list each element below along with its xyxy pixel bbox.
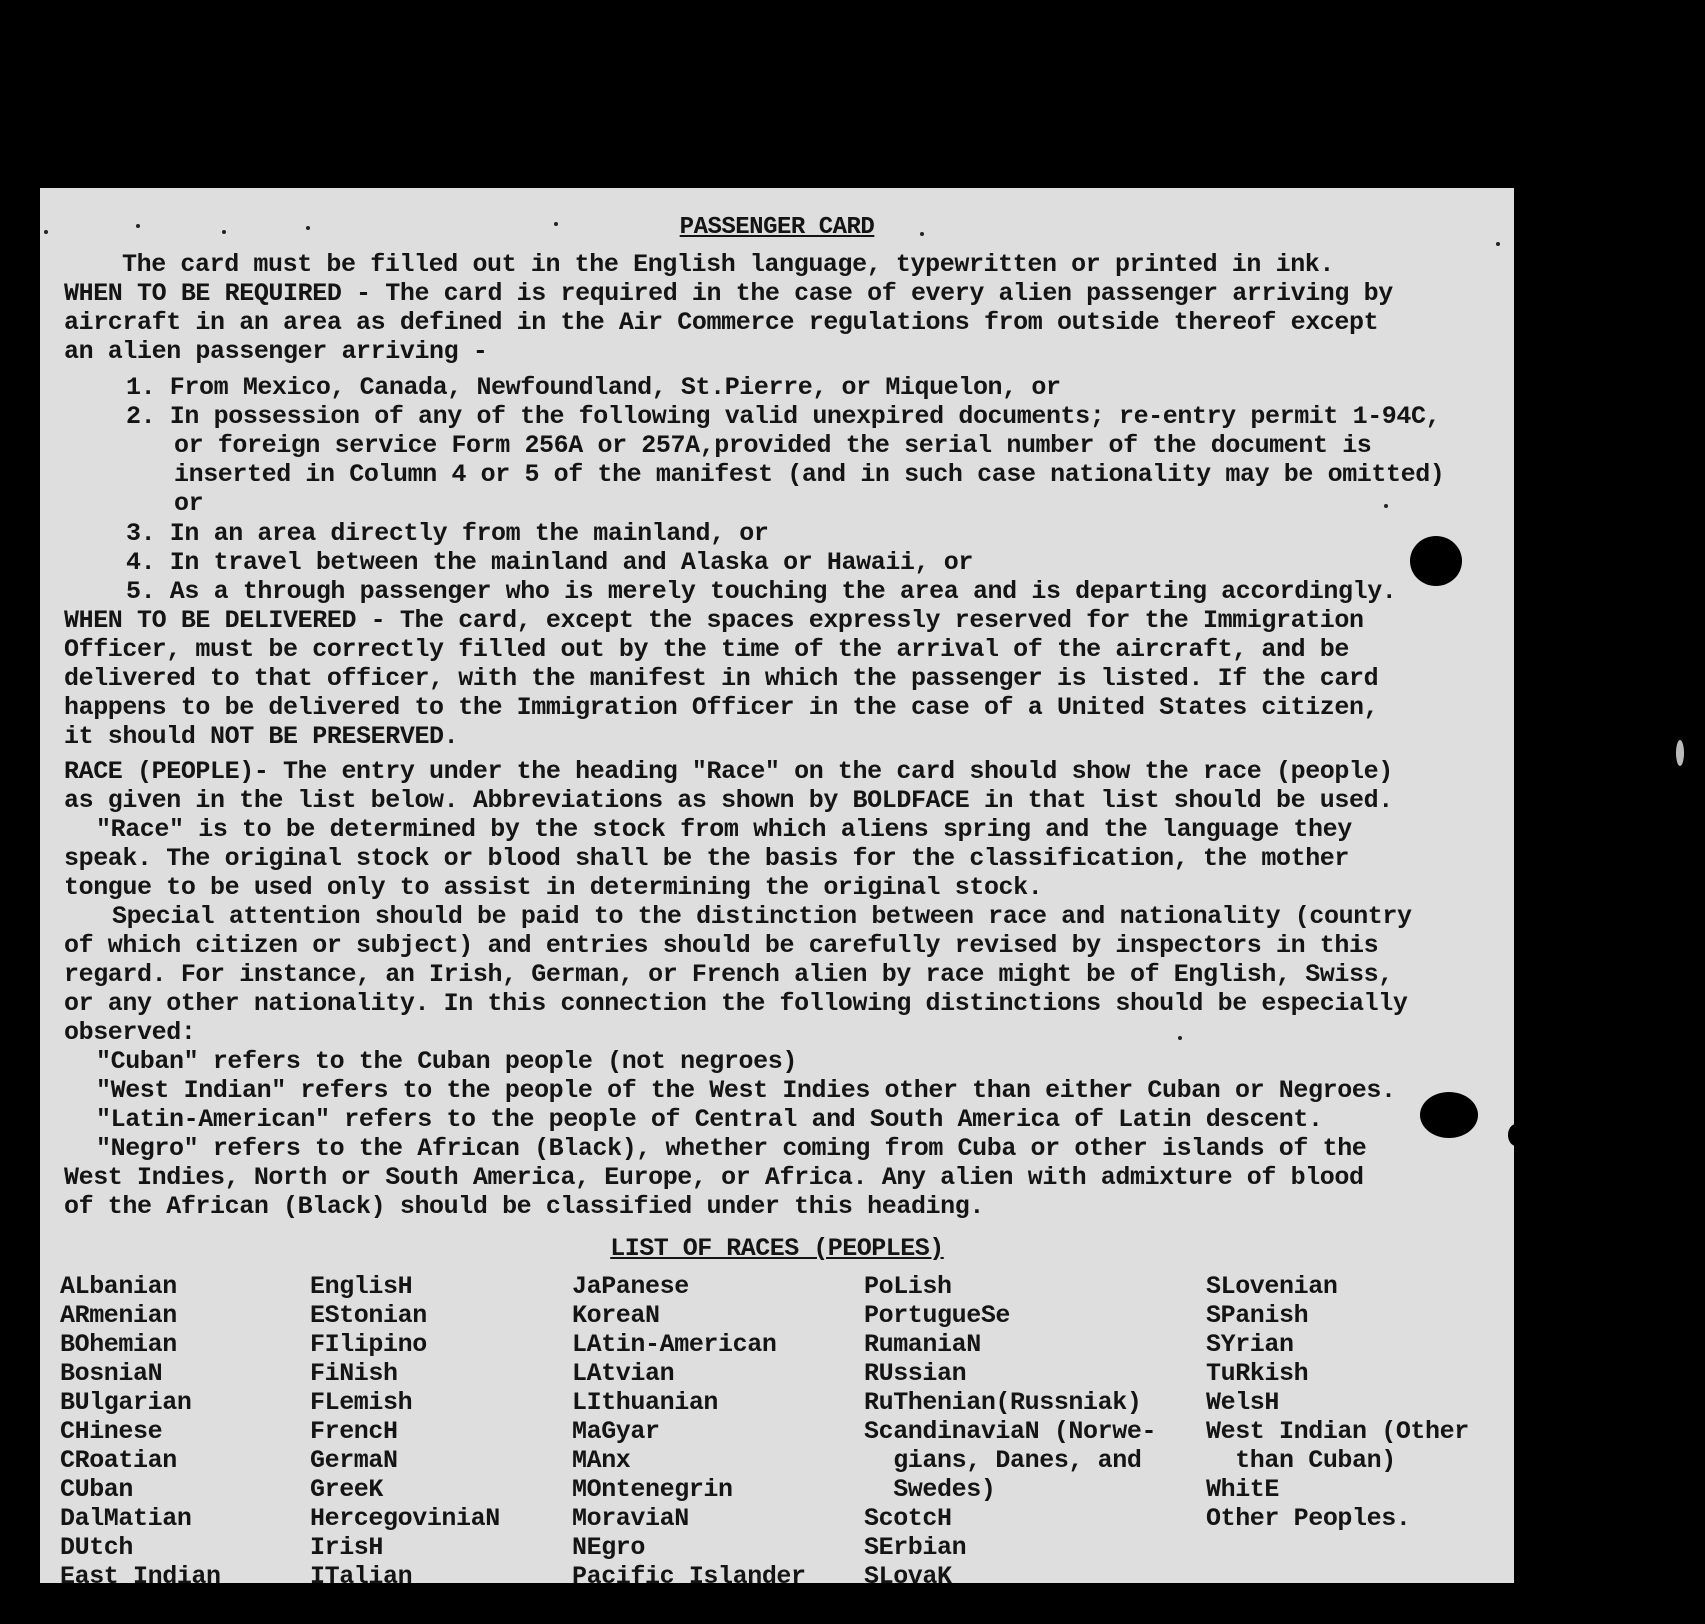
- races-column-1: [60, 1272, 221, 1583]
- race-item: GermaN: [310, 1446, 398, 1475]
- race-item: EnglisH: [310, 1272, 413, 1301]
- race-item: East Indian: [60, 1562, 221, 1583]
- paragraph-line: of which citizen or subject) and entries should be carefully revised by inspectors in this: [64, 931, 1379, 960]
- document-title: PASSENGER CARD: [679, 214, 875, 241]
- paragraph-line: "West Indian" refers to the people of the West Indies other than either Cuban or Negroes.: [96, 1076, 1396, 1105]
- paragraph-line: as given in the list below. Abbreviations as shown by BOLDFACE in that list should be used.: [64, 786, 1393, 815]
- race-item: KoreaN: [572, 1301, 660, 1330]
- paragraph-line: aircraft in an area as defined in the Air Commerce regulations from outside thereof except: [64, 308, 1379, 337]
- race-item: MOntenegrin: [572, 1475, 733, 1504]
- speck-mark: [554, 222, 558, 226]
- race-item: ScotcH: [864, 1504, 952, 1533]
- paragraph-line: "Negro" refers to the African (Black), whether coming from Cuba or other islands of the: [96, 1134, 1367, 1163]
- paragraph-line: observed:: [64, 1018, 196, 1047]
- race-item: Swedes): [864, 1475, 996, 1504]
- race-item: RuThenian(Russniak): [864, 1388, 1142, 1417]
- race-item: FIlipino: [310, 1330, 427, 1359]
- race-item: TuRkish: [1206, 1359, 1309, 1388]
- paragraph-line: "Race" is to be determined by the stock from which aliens spring and the language they: [96, 815, 1352, 844]
- speck-mark: [1178, 1036, 1182, 1040]
- speck-mark: [44, 230, 48, 234]
- race-item: than Cuban): [1206, 1446, 1396, 1475]
- races-column-4: [864, 1272, 1156, 1583]
- race-item: MAnx: [572, 1446, 631, 1475]
- speck-mark: [222, 230, 226, 234]
- speck-mark: [920, 232, 924, 236]
- race-item: SLovaK: [864, 1562, 952, 1583]
- punch-hole: [1420, 1092, 1478, 1138]
- paragraph-line: 3. In an area directly from the mainland, or: [126, 519, 769, 548]
- race-item: CHinese: [60, 1417, 163, 1446]
- paragraph-line: "Cuban" refers to the Cuban people (not negroes): [96, 1047, 797, 1076]
- paragraph-line: Special attention should be paid to the distinction between race and nationality (country: [112, 902, 1412, 931]
- paragraph-line: of the African (Black) should be classified under this heading.: [64, 1192, 984, 1221]
- race-item: WelsH: [1206, 1388, 1280, 1417]
- race-item: JaPanese: [572, 1272, 689, 1301]
- race-item: LAtvian: [572, 1359, 675, 1388]
- races-column-2: [310, 1272, 500, 1583]
- paragraph-line: WHEN TO BE REQUIRED - The card is required in the case of every alien passenger arriving by: [64, 279, 1393, 308]
- speck-mark: [1384, 504, 1388, 508]
- paragraph-line: regard. For instance, an Irish, German, or French alien by race might be of English, Swiss,: [64, 960, 1393, 989]
- race-item: Other Peoples.: [1206, 1504, 1411, 1533]
- races-list-title: LIST OF RACES (PEOPLES): [610, 1234, 944, 1263]
- race-item: LIthuanian: [572, 1388, 719, 1417]
- race-item: Pacific Islander: [572, 1562, 806, 1583]
- speck-mark: [306, 226, 310, 230]
- passenger-card-document: [40, 188, 1514, 1583]
- races-column-5: [1206, 1272, 1469, 1533]
- race-item: West Indian (Other: [1206, 1417, 1469, 1446]
- race-item: DalMatian: [60, 1504, 192, 1533]
- race-item: RumaniaN: [864, 1330, 981, 1359]
- race-item: DUtch: [60, 1533, 134, 1562]
- race-item: HercegoviniaN: [310, 1504, 500, 1533]
- paragraph-line: 2. In possession of any of the following valid unexpired documents; re-entry permit 1-94C,: [126, 402, 1441, 431]
- paragraph-line: or foreign service Form 256A or 257A,provided the serial number of the document is: [174, 431, 1372, 460]
- paragraph-line: or any other nationality. In this connection the following distinctions should be especially: [64, 989, 1408, 1018]
- punch-hole: [1410, 536, 1462, 586]
- paragraph-line: West Indies, North or South America, Europe, or Africa. Any alien with admixture of blood: [64, 1163, 1364, 1192]
- race-item: NEgro: [572, 1533, 646, 1562]
- speck-mark: [136, 224, 140, 228]
- speck-mark: [1496, 242, 1500, 246]
- paragraph-line: The card must be filled out in the English language, typewritten or printed in ink.: [122, 250, 1335, 279]
- race-item: MoraviaN: [572, 1504, 689, 1533]
- background-mark: [1676, 740, 1684, 766]
- race-item: SYrian: [1206, 1330, 1294, 1359]
- race-item: FiNish: [310, 1359, 398, 1388]
- race-item: FLemish: [310, 1388, 413, 1417]
- race-item: PoLish: [864, 1272, 952, 1301]
- race-item: CRoatian: [60, 1446, 177, 1475]
- paragraph-line: 4. In travel between the mainland and Alaska or Hawaii, or: [126, 548, 973, 577]
- race-item: ALbanian: [60, 1272, 177, 1301]
- paragraph-line: it should NOT BE PRESERVED.: [64, 722, 459, 751]
- race-item: ScandinaviaN (Norwe-: [864, 1417, 1157, 1446]
- race-item: MaGyar: [572, 1417, 660, 1446]
- race-item: BUlgarian: [60, 1388, 192, 1417]
- race-item: IrisH: [310, 1533, 384, 1562]
- paragraph-line: an alien passenger arriving -: [64, 337, 488, 366]
- paragraph-line: WHEN TO BE DELIVERED - The card, except the spaces expressly reserved for the Immigration: [64, 606, 1364, 635]
- races-column-3: [572, 1272, 806, 1583]
- paragraph-line: speak. The original stock or blood shall be the basis for the classification, the mother: [64, 844, 1350, 873]
- race-item: SLovenian: [1206, 1272, 1338, 1301]
- race-item: FrencH: [310, 1417, 398, 1446]
- race-item: EStonian: [310, 1301, 427, 1330]
- paragraph-line: or: [174, 489, 204, 518]
- race-item: PortugueSe: [864, 1301, 1011, 1330]
- race-item: SPanish: [1206, 1301, 1309, 1330]
- race-item: SErbian: [864, 1533, 967, 1562]
- paragraph-line: 5. As a through passenger who is merely touching the area and is departing accordingly.: [126, 577, 1397, 606]
- race-item: RUssian: [864, 1359, 967, 1388]
- race-item: GreeK: [310, 1475, 384, 1504]
- edge-notch: [1508, 1124, 1514, 1146]
- paragraph-line: RACE (PEOPLE)- The entry under the heading "Race" on the card should show the race (people): [64, 757, 1393, 786]
- paragraph-line: 1. From Mexico, Canada, Newfoundland, St.Pierre, or Miquelon, or: [126, 373, 1061, 402]
- race-item: gians, Danes, and: [864, 1446, 1142, 1475]
- race-item: BOhemian: [60, 1330, 177, 1359]
- race-item: WhitE: [1206, 1475, 1280, 1504]
- paragraph-line: delivered to that officer, with the manifest in which the passenger is listed. If the card: [64, 664, 1379, 693]
- paragraph-line: happens to be delivered to the Immigration Officer in the case of a United States citizen,: [64, 693, 1379, 722]
- race-item: ITalian: [310, 1562, 413, 1583]
- race-item: CUban: [60, 1475, 134, 1504]
- paragraph-line: inserted in Column 4 or 5 of the manifest (and in such case nationality may be omitted): [174, 460, 1445, 489]
- race-item: ARmenian: [60, 1301, 177, 1330]
- paragraph-line: "Latin-American" refers to the people of Central and South America of Latin descent.: [96, 1105, 1323, 1134]
- paragraph-line: Officer, must be correctly filled out by the time of the arrival of the aircraft, and be: [64, 635, 1350, 664]
- race-item: BosniaN: [60, 1359, 163, 1388]
- race-item: LAtin-American: [572, 1330, 777, 1359]
- paragraph-line: tongue to be used only to assist in determining the original stock.: [64, 873, 1043, 902]
